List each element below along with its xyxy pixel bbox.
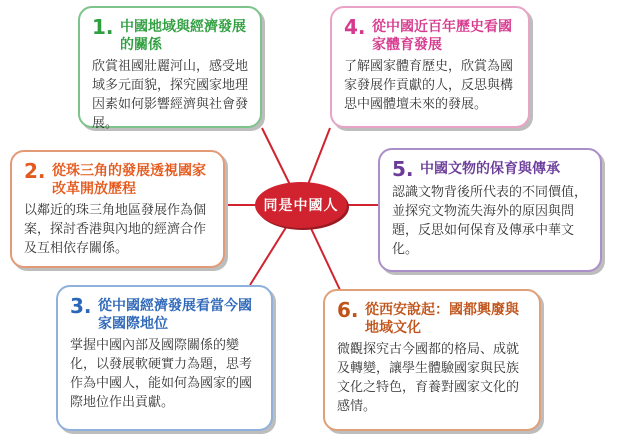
- topic-number: 1.: [92, 15, 114, 39]
- topic-number: 6.: [337, 298, 359, 322]
- topic-card-5: [378, 148, 602, 272]
- topic-title: 從中國近百年歷史看國家體育發展: [372, 19, 512, 53]
- topic-description: 認識文物背後所代表的不同價值，並探究文物流失海外的原因與問題，反思如何保育及傳承中華文化。: [392, 185, 588, 257]
- topic-description: 了解國家體育歷史，欣賞為國家發展作貢獻的人，反思與構思中國體壇未來的發展。: [344, 59, 514, 112]
- topic-title: 中國地域與經濟發展的關係: [120, 19, 246, 53]
- topic-description: 掌握中國內部及國際關係的變化，以發展軟硬實力為題，思考作為中國人，能如何為國家的國際地位作出貢獻。: [70, 338, 253, 410]
- topic-description: 微觀探究古今國都的格局、成就及轉變，讓學生體驗國家與民族文化之特色，育養對國家文化的感情。: [337, 342, 520, 414]
- topic-title: 從西安說起：國都興廢與地域文化: [365, 302, 519, 336]
- topic-number: 5.: [392, 157, 414, 181]
- topic-card-6: [323, 289, 541, 431]
- topic-description: 欣賞祖國壯麗河山，感受地域多元面貌，探究國家地理因素如何影響經濟與社會發展。: [92, 59, 249, 131]
- topic-description: 以鄰近的珠三角地區發展作為個案，探討香港與內地的經濟合作及互相依存關係。: [24, 203, 207, 256]
- topic-card-2: [10, 150, 225, 268]
- topic-number: 2.: [24, 159, 46, 183]
- topic-number: 4.: [344, 15, 366, 39]
- topic-title: 中國文物的保育與傳承: [420, 161, 560, 177]
- topic-number: 3.: [70, 294, 92, 318]
- topic-card-3: [56, 285, 273, 431]
- topic-card-1: [78, 6, 262, 131]
- center-node: [255, 182, 347, 228]
- topic-title: 從珠三角的發展透視國家改革開放歷程: [52, 163, 206, 197]
- center-label: 同是中國人: [263, 198, 339, 214]
- topic-card-4: [330, 6, 530, 128]
- topic-title: 從中國經濟發展看當今國家國際地位: [98, 298, 252, 332]
